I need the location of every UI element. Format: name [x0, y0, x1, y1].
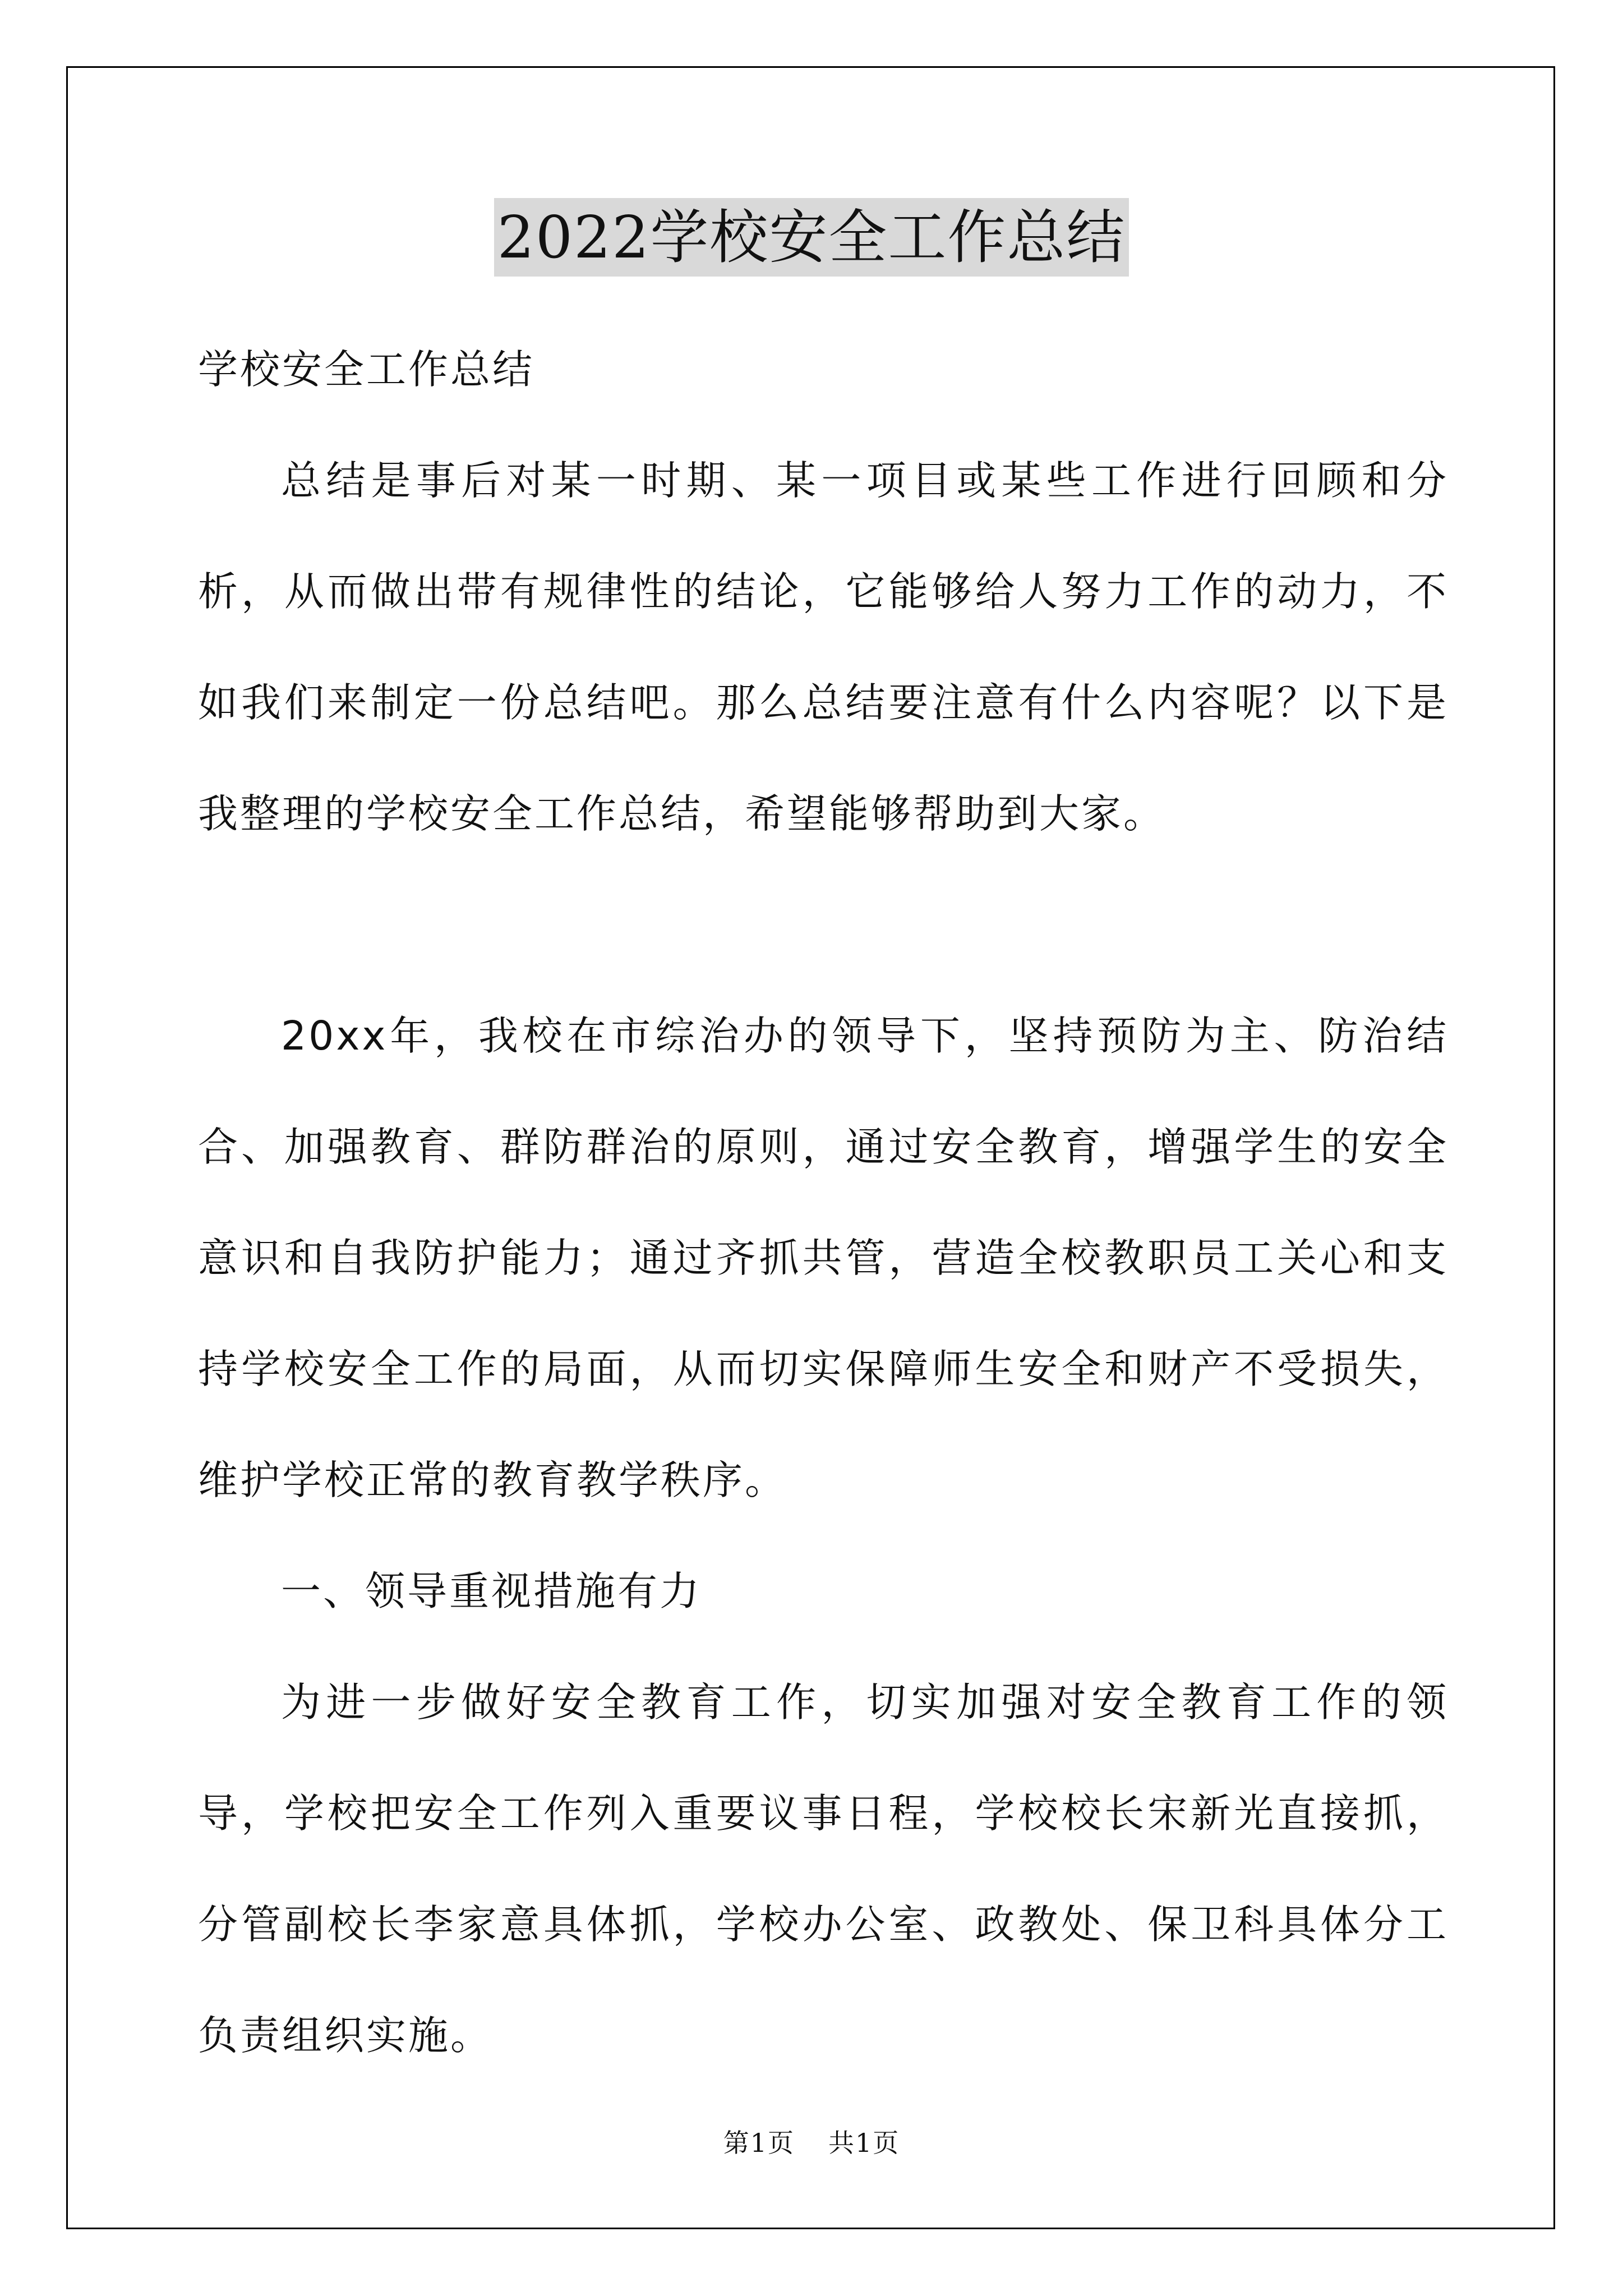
- section-heading-1: 一、领导重视措施有力: [281, 1568, 702, 1614]
- document-subtitle: 学校安全工作总结: [198, 346, 535, 393]
- paragraph-intro: 总结是事后对某一时期、某一项目或某些工作进行回顾和分析，从而做出带有规律性的结论，它能够给人努力工作的动力，不如我们来制定一份总结吧。那么总结要注意有什么内容呢？以下是我整理的学校安全工作总结，希望能够帮助到大家。: [198, 457, 1449, 837]
- page-footer: [0, 2126, 1623, 2160]
- page-total: 共1页: [828, 2128, 900, 2158]
- paragraph-gap: [198, 869, 1449, 981]
- document-body: [198, 314, 1449, 2091]
- paragraph-section-1: 为进一步做好安全教育工作，切实加强对安全教育工作的领导，学校把安全工作列入重要议事日程，学校校长宋新光直接抓，分管副校长李家意具体抓，学校办公室、政教处、保卫科具体分工负责组织实施。: [198, 1679, 1449, 2059]
- document-title: 2022学校安全工作总结: [494, 198, 1129, 277]
- page-number: 第1页: [723, 2128, 795, 2158]
- title-container: [0, 198, 1623, 277]
- paragraph-overview: 20xx年，我校在市综治办的领导下，坚持预防为主、防治结合、加强教育、群防群治的原则，通过安全教育，增强学生的安全意识和自我防护能力；通过齐抓共管，营造全校教职员工关心和支持学校安全工作的局面，从而切实保障师生安全和财产不受损失，维护学校正常的教育教学秩序。: [198, 1013, 1449, 1503]
